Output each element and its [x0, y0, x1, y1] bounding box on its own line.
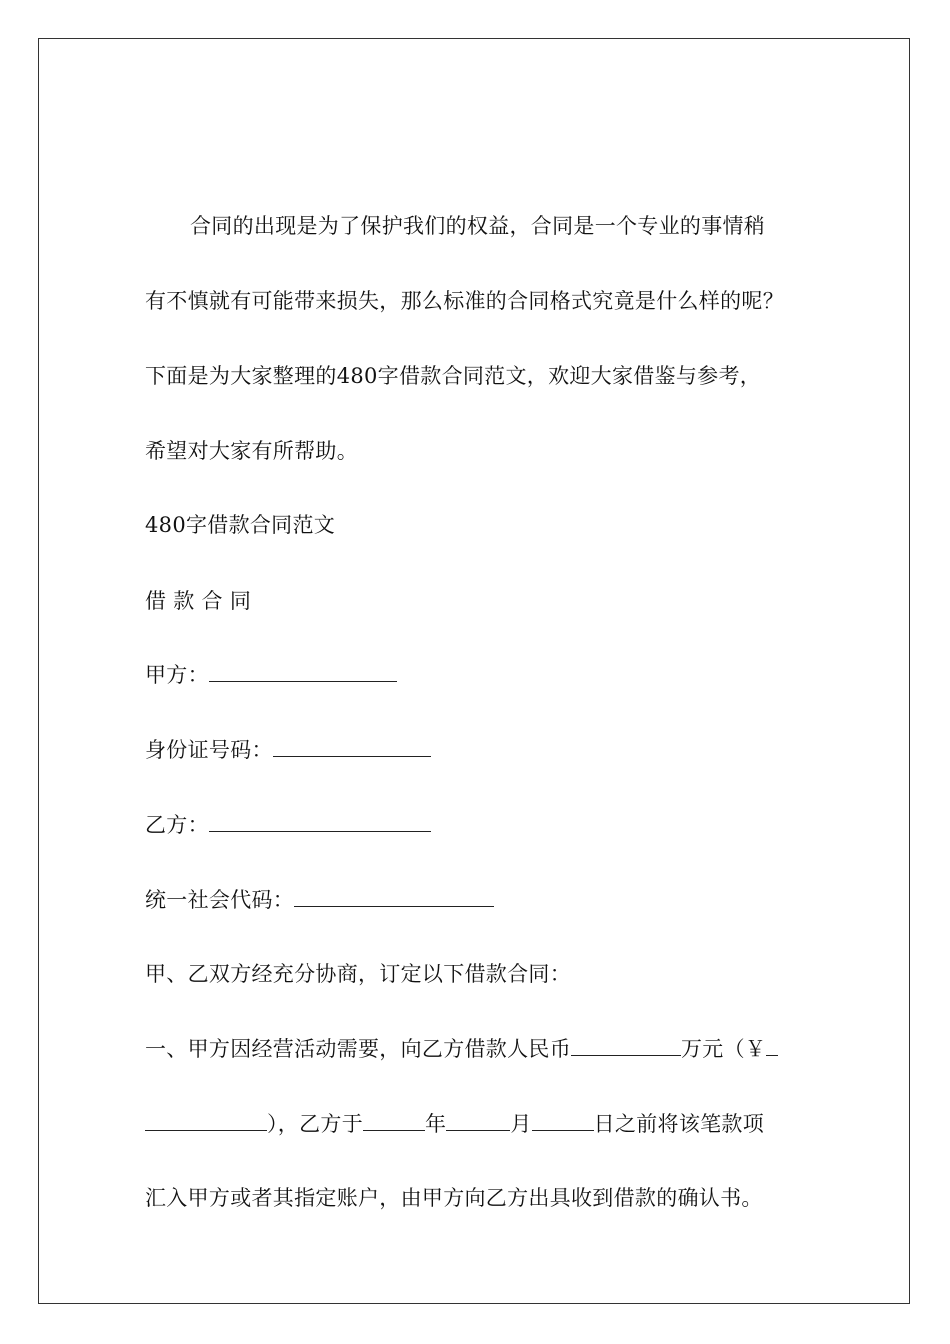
clause-1-line-3: 汇入甲方或者其指定账户，由甲方向乙方出具收到借款的确认书。: [145, 1186, 763, 1210]
credit-code-field: [145, 887, 494, 913]
party-b-blank[interactable]: [209, 813, 431, 832]
month-label: 月: [510, 1112, 532, 1136]
contract-title: 借 款 合 同: [145, 589, 252, 613]
subtitle: 480字借款合同范文: [145, 513, 336, 537]
amount-yuan-blank-start[interactable]: [766, 1037, 778, 1056]
id-number-blank[interactable]: [273, 738, 431, 757]
party-a-blank[interactable]: [209, 663, 397, 682]
clause-1-text-b: 万元（￥: [681, 1037, 767, 1061]
id-number-field: [145, 737, 431, 763]
credit-code-label: 统一社会代码：: [145, 888, 295, 912]
intro-line-1: 合同的出现是为了保护我们的权益，合同是一个专业的事情稍: [190, 214, 766, 238]
month-blank[interactable]: [446, 1112, 510, 1131]
amount-wan-blank[interactable]: [571, 1037, 681, 1056]
agreement-intro: 甲、乙双方经充分协商，订定以下借款合同：: [145, 962, 571, 986]
year-label: 年: [425, 1112, 447, 1136]
amount-yuan-blank[interactable]: [145, 1112, 267, 1131]
party-a-label: 甲方：: [145, 663, 209, 687]
credit-code-blank[interactable]: [294, 888, 494, 907]
day-blank[interactable]: [532, 1112, 594, 1131]
party-b-label: 乙方：: [145, 813, 209, 837]
intro-line-2: 有不慎就有可能带来损失，那么标准的合同格式究竟是什么样的呢？: [145, 289, 784, 313]
clause-1-line-2: [145, 1111, 764, 1137]
intro-line-3: 下面是为大家整理的480字借款合同范文，欢迎大家借鉴与参考，: [145, 364, 762, 388]
year-blank[interactable]: [363, 1112, 425, 1131]
id-number-label: 身份证号码：: [145, 738, 273, 762]
clause-1-line-1: [145, 1036, 778, 1062]
clause-1-text-c: ），乙方于: [267, 1112, 363, 1136]
intro-line-4: 希望对大家有所帮助。: [145, 439, 358, 463]
clause-1-text-a: 一、甲方因经营活动需要，向乙方借款人民币: [145, 1037, 571, 1061]
clause-1-text-d: 日之前将该笔款项: [593, 1112, 765, 1136]
party-a-field: [145, 662, 397, 688]
party-b-field: [145, 812, 431, 838]
